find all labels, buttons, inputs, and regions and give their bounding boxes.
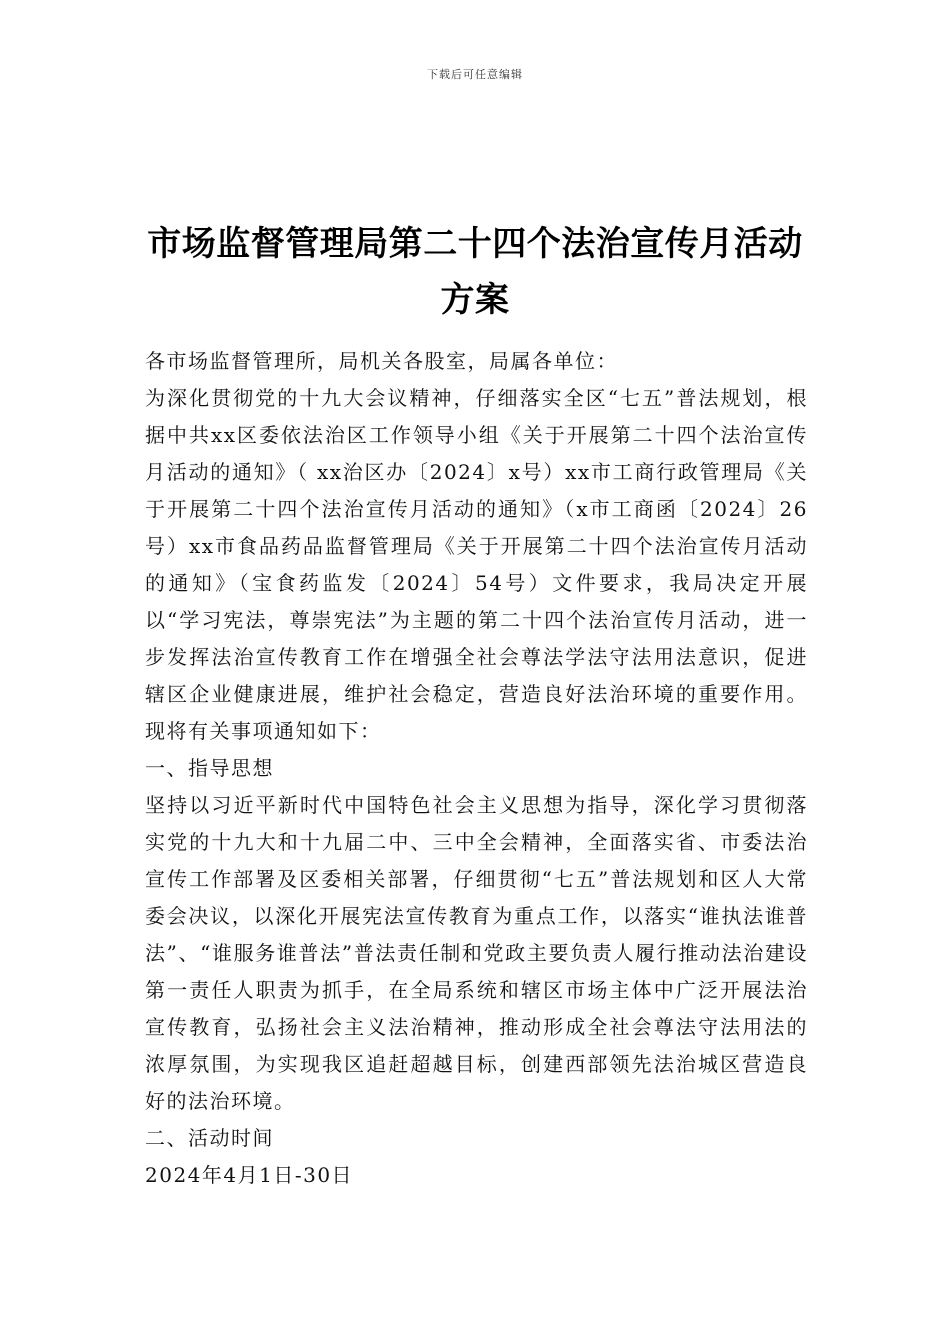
page-header-note: 下载后可任意编辑 <box>427 68 523 81</box>
guiding-ideology-paragraph: 坚持以习近平新时代中国特色社会主义思想为指导，深化学习贯彻落实党的十九大和十九届二中、三中全会精神，全面落实省、市委法治宣传工作部署及区委相关部署，仔细贯彻“七五”普法规划和区人大常委会决议，以深化开展宪法宣传教育为重点工作，以落实“谁执法谁普法”、“谁服务谁普法”普法责任制和党政主要负责人履行推动法治建设第一责任人职责为抓手，在全局系统和辖区市场主体中广泛开展法治宣传教育，弘扬社会主义法治精神，推动形成全社会尊法守法用法的浓厚氛围，为实现我区追赶超越目标，创建西部领先法治城区营造良好的法治环境。 <box>145 793 808 1113</box>
section-heading-activity-time: 二、活动时间 <box>145 1126 274 1150</box>
document-body <box>145 343 808 1194</box>
intro-paragraph: 为深化贯彻党的十九大会议精神，仔细落实全区“七五”普法规划，根据中共xx区委依法治区工作领导小组《关于开展第二十四个法治宣传月活动的通知》（ xx治区办〔2024〕x号）xx市工商行政管理局《关于开展第二十四个法治宣传月活动的通知》（x市工商函〔2024〕26号）xx市食品药品监督管理局《关于开展第二十四个法治宣传月活动的通知》（宝食药监发〔2024〕54号）文件要求，我局决定开展以“学习宪法，尊崇宪法”为主题的第二十四个法治宣传月活动，进一步发挥法治宣传教育工作在增强全社会尊法学法守法用法意识，促进辖区企业健康进展，维护社会稳定，营造良好法治环境的重要作用。现将有关事项通知如下： <box>145 386 808 743</box>
document-title: 市场监督管理局第二十四个法治宣传月活动方案 <box>147 224 803 320</box>
section-heading-guiding-ideology: 一、指导思想 <box>145 756 274 780</box>
activity-time-paragraph: 2024年4月1日-30日 <box>145 1163 354 1187</box>
salutation: 各市场监督管理所，局机关各股室，局属各单位： <box>145 349 618 373</box>
